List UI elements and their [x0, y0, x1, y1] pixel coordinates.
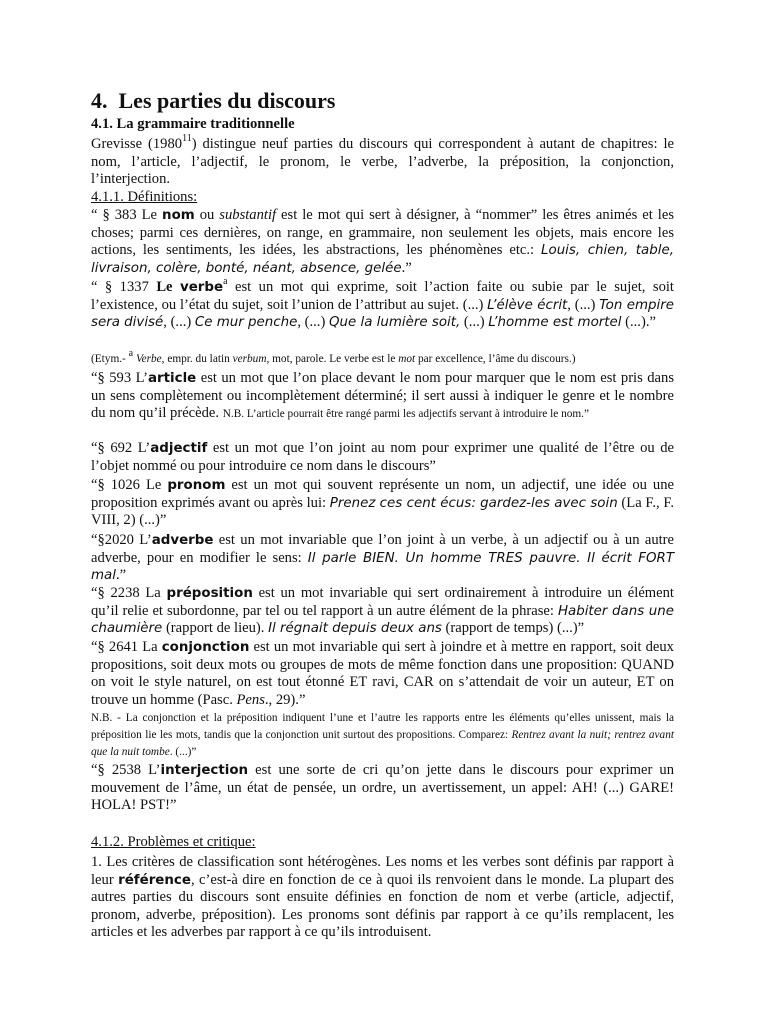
- text: “§ 593 L’: [91, 370, 149, 386]
- text: , (...): [297, 314, 329, 331]
- term-reference: référence: [118, 872, 191, 888]
- section-4-1-title: 4.1. La grammaire traditionnelle: [91, 116, 295, 132]
- definition-adjectif: [91, 440, 674, 475]
- section-4-1-2-title: 4.1.2. Problèmes et critique:: [91, 834, 256, 850]
- etymology-note: [91, 348, 674, 368]
- chapter-number: 4.: [91, 88, 108, 113]
- text: est un mot qui souvent représente un nom, un adjectif, une idée ou une proposition exprimés avant ou après lui:: [91, 477, 674, 511]
- example: Rentrez avant la nuit; rentrez avant que la nuit tombe: [91, 729, 674, 758]
- text: “ § 383 Le: [91, 207, 163, 223]
- text: .”: [115, 567, 127, 584]
- definition-preposition: [91, 585, 674, 638]
- word: verbum: [232, 353, 267, 365]
- text: “ § 1337: [91, 279, 157, 295]
- article-note: N.B. L’article pourrait être rangé parmi les adjectifs servant à introduire le nom.”: [222, 408, 589, 421]
- term-nom: nom: [162, 208, 195, 223]
- word: Verbe: [135, 353, 162, 365]
- note-ref: a: [128, 348, 134, 360]
- definition-article: [91, 370, 674, 423]
- definition-nom: [91, 207, 674, 277]
- text: , mot, parole. Le verbe est le: [266, 353, 399, 365]
- term-article: article: [148, 371, 197, 386]
- example: Ce mur penche: [194, 315, 298, 331]
- term-preposition: préposition: [166, 586, 253, 601]
- chapter-heading: [91, 88, 674, 114]
- text: est un mot invariable qui sert à joindre et à mettre en rapport, soit deux propositions, soit deux mots ou groupes de mots de même fonction dans une proposition: QUAND on voit le style naturel, on est tout étonné ET ravi, CAR on s’attendait de voir un auteur, ET on trouve un homme (Pasc.: [91, 639, 674, 708]
- text: est un mot qui exprime, soit l’action faite ou subie par le sujet, soit l’existence, ou l’état du sujet, soit l’union de l’attribut au sujet. (...): [91, 279, 674, 313]
- footnote-ref: 11: [182, 133, 192, 145]
- example: Il régnait depuis deux ans: [268, 621, 442, 637]
- note-ref: a: [223, 276, 228, 288]
- example: L’homme est mortel: [488, 315, 622, 331]
- text: “§ 2641 La: [91, 639, 162, 655]
- text: est un mot que l’on place devant le nom pour marquer que le nom est pris dans un sens complètement ou incomplètement déterminé; il sert aussi à indiquer le genre et le nombre du nom qu’il précède.: [91, 370, 674, 422]
- intro-text-2: ) distingue neuf parties du discours qui correspondent à autant de chapitres: le nom, l’article, l’adjectif, le pronom, le verbe, l’adverbe, la préposition, la conjonction, l’interjection.: [91, 136, 674, 188]
- text: ., 29).”: [264, 691, 306, 708]
- term-adjectif: adjectif: [150, 441, 208, 456]
- term-verbe: verbe: [180, 280, 224, 295]
- text: (rapport de temps) (...)”: [441, 620, 585, 637]
- example: Habiter dans une chaumière: [91, 603, 674, 637]
- term-pronom: pronom: [167, 478, 226, 493]
- example: Prenez ces cent écus: gardez-les avec soin: [329, 495, 618, 511]
- intro-text-1: Grevisse (1980: [91, 136, 183, 152]
- text: N.B. - La conjonction et la préposition indiquent l’une et l’autre les rapports entre les éléments qu’elles unissent, mais la préposition lie les mots, tandis que la conjonction unit surtout des propositions. Comparez:: [91, 712, 674, 741]
- text: (Etym.-: [91, 353, 129, 365]
- term-adverbe: adverbe: [151, 533, 214, 548]
- example: Il parle BIEN. Un homme TRES pauvre. Il écrit FORT mal: [91, 550, 674, 584]
- example: L’élève écrit: [487, 297, 568, 313]
- text: “§ 2538 L’: [91, 762, 161, 778]
- text: “§2020 L’: [91, 532, 152, 548]
- text: , (...): [567, 296, 600, 313]
- text: “§ 692 L’: [91, 440, 151, 456]
- intro-paragraph: [91, 133, 674, 189]
- text: (rapport de lieu).: [162, 620, 269, 637]
- text: est un mot que l’on joint au nom pour exprimer une qualité de l’être ou de l’objet nommé ou pour introduire ce nom dans le discours”: [91, 440, 674, 474]
- text: Le: [156, 279, 180, 295]
- text: par excellence, l’âme du discours.): [415, 353, 576, 365]
- text: est une sorte de cri qu’on jette dans le discours pour exprimer un mouvement de l’âme, un état de pensée, un ordre, un avertissement, un appel: AH! (...) GARE! HOLA! PST!”: [91, 762, 674, 814]
- text: (...): [460, 314, 489, 331]
- examples: Louis, chien, table, livraison, colère, bonté, néant, absence, gelée: [91, 243, 674, 276]
- text: ou: [194, 207, 220, 223]
- critique-paragraph: [91, 854, 674, 942]
- text: (La F., F. VIII, 2) (...)”: [91, 494, 674, 529]
- definition-adverbe: [91, 532, 674, 585]
- definition-conjonction: [91, 639, 674, 709]
- text: 1. Les critères de classification sont hétérogènes. Les noms et les verbes sont définis par rapport à leur: [91, 854, 674, 888]
- definition-verbe: [91, 276, 674, 332]
- text: est un mot invariable que l’on joint à un verbe, à un adjectif ou à un autre adverbe, pour en modifier le sens:: [91, 532, 675, 566]
- term-substantif: substantif: [219, 207, 277, 223]
- reference: Pens: [236, 691, 265, 708]
- text: , empr. du latin: [161, 353, 233, 365]
- text: “§ 2238 La: [91, 585, 167, 601]
- text: . (...)”: [169, 746, 197, 758]
- example: Ton empire sera divisé: [91, 297, 674, 331]
- word: mot: [398, 353, 416, 365]
- text: “§ 1026 Le: [91, 477, 168, 493]
- text: .”: [401, 259, 412, 276]
- definition-interjection: [91, 762, 674, 815]
- nb-note: [91, 710, 674, 761]
- definition-pronom: [91, 477, 674, 530]
- text: , c’est-à dire en fonction de ce à quoi ils renvoient dans le monde. La plupart des autres parties du discours sont ensuite définies en fonction de nom et verbe (article, adjectif, pronom, adverbe, préposition). Les pronoms sont définis par rapport à ce qu’ils remplacent, les articles et les adverbes par rapport à ce qu’ils introduisent.: [91, 871, 674, 941]
- text: (...).”: [621, 314, 656, 331]
- text: est un mot invariable qui sert ordinairement à introduire un élément qu’il relie et subordonne, par tel ou tel rapport à un autre élément de la phrase:: [91, 585, 674, 619]
- text: est le mot qui sert à désigner, à “nommer” les êtres animés et les choses; parmi ces dernières, on range, en grammaire, non seulement les objets, mais encore les actions, les sentiments, les idées, les abstractions, les phénomènes etc.:: [91, 207, 674, 259]
- text: , (...): [163, 314, 195, 331]
- term-interjection: interjection: [160, 763, 249, 778]
- section-4-1-1-title: 4.1.1. Définitions:: [91, 189, 198, 205]
- example: Que la lumière soit,: [328, 315, 461, 331]
- term-conjonction: conjonction: [161, 640, 250, 655]
- chapter-title: Les parties du discours: [118, 88, 336, 113]
